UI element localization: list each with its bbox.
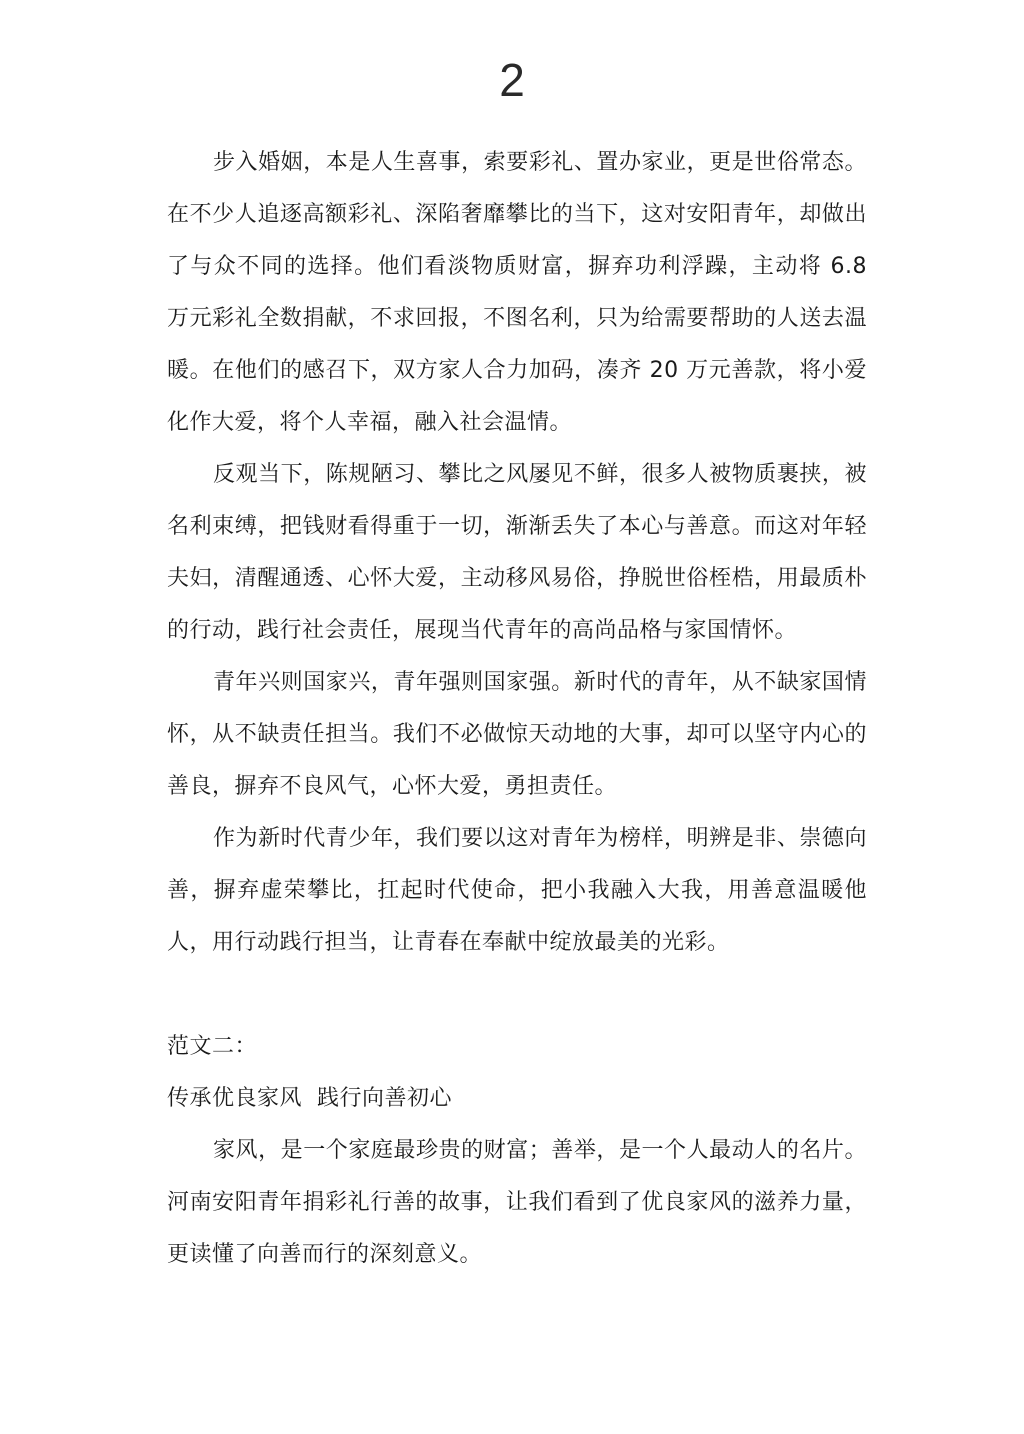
paragraph: 家风，是一个家庭最珍贵的财富；善举，是一个人最动人的名片。河南安阳青年捐彩礼行善的故事，让我们看到了优良家风的滋养力量，更读懂了向善而行的深刻意义。 <box>167 1138 867 1267</box>
essay-body <box>167 137 867 1281</box>
section-label: 范文二： <box>167 1034 258 1059</box>
section-spacer <box>167 969 867 1021</box>
section-title: 传承优良家风 践行向善初心 <box>167 1086 452 1111</box>
page-number: 2 <box>499 54 525 106</box>
paragraph: 青年兴则国家兴，青年强则国家强。新时代的青年，从不缺家国情怀，从不缺责任担当。我们不必做惊天动地的大事，却可以坚守内心的善良，摒弃不良风气，心怀大爱，勇担责任。 <box>167 670 867 799</box>
paragraph: 反观当下，陈规陋习、攀比之风屡见不鲜，很多人被物质裹挟，被名利束缚，把钱财看得重于一切，渐渐丢失了本心与善意。而这对年轻夫妇，清醒通透、心怀大爱，主动移风易俗，挣脱世俗桎梏，用最质朴的行动，践行社会责任，展现当代青年的高尚品格与家国情怀。 <box>167 462 867 643</box>
paragraph: 步入婚姻，本是人生喜事，索要彩礼、置办家业，更是世俗常态。在不少人追逐高额彩礼、深陷奢靡攀比的当下，这对安阳青年，却做出了与众不同的选择。他们看淡物质财富，摒弃功利浮躁，主动将 6.8 万元彩礼全数捐献，不求回报，不图名利，只为给需要帮助的人送去温暖。在他们的感召下，双方家人合力加码，凑齐 20 万元善款，将小爱化作大爱，将个人幸福，融入社会温情。 <box>167 150 867 435</box>
paragraph: 作为新时代青少年，我们要以这对青年为榜样，明辨是非、崇德向善，摒弃虚荣攀比，扛起时代使命，把小我融入大我，用善意温暖他人，用行动践行担当，让青春在奉献中绽放最美的光彩。 <box>167 826 867 955</box>
